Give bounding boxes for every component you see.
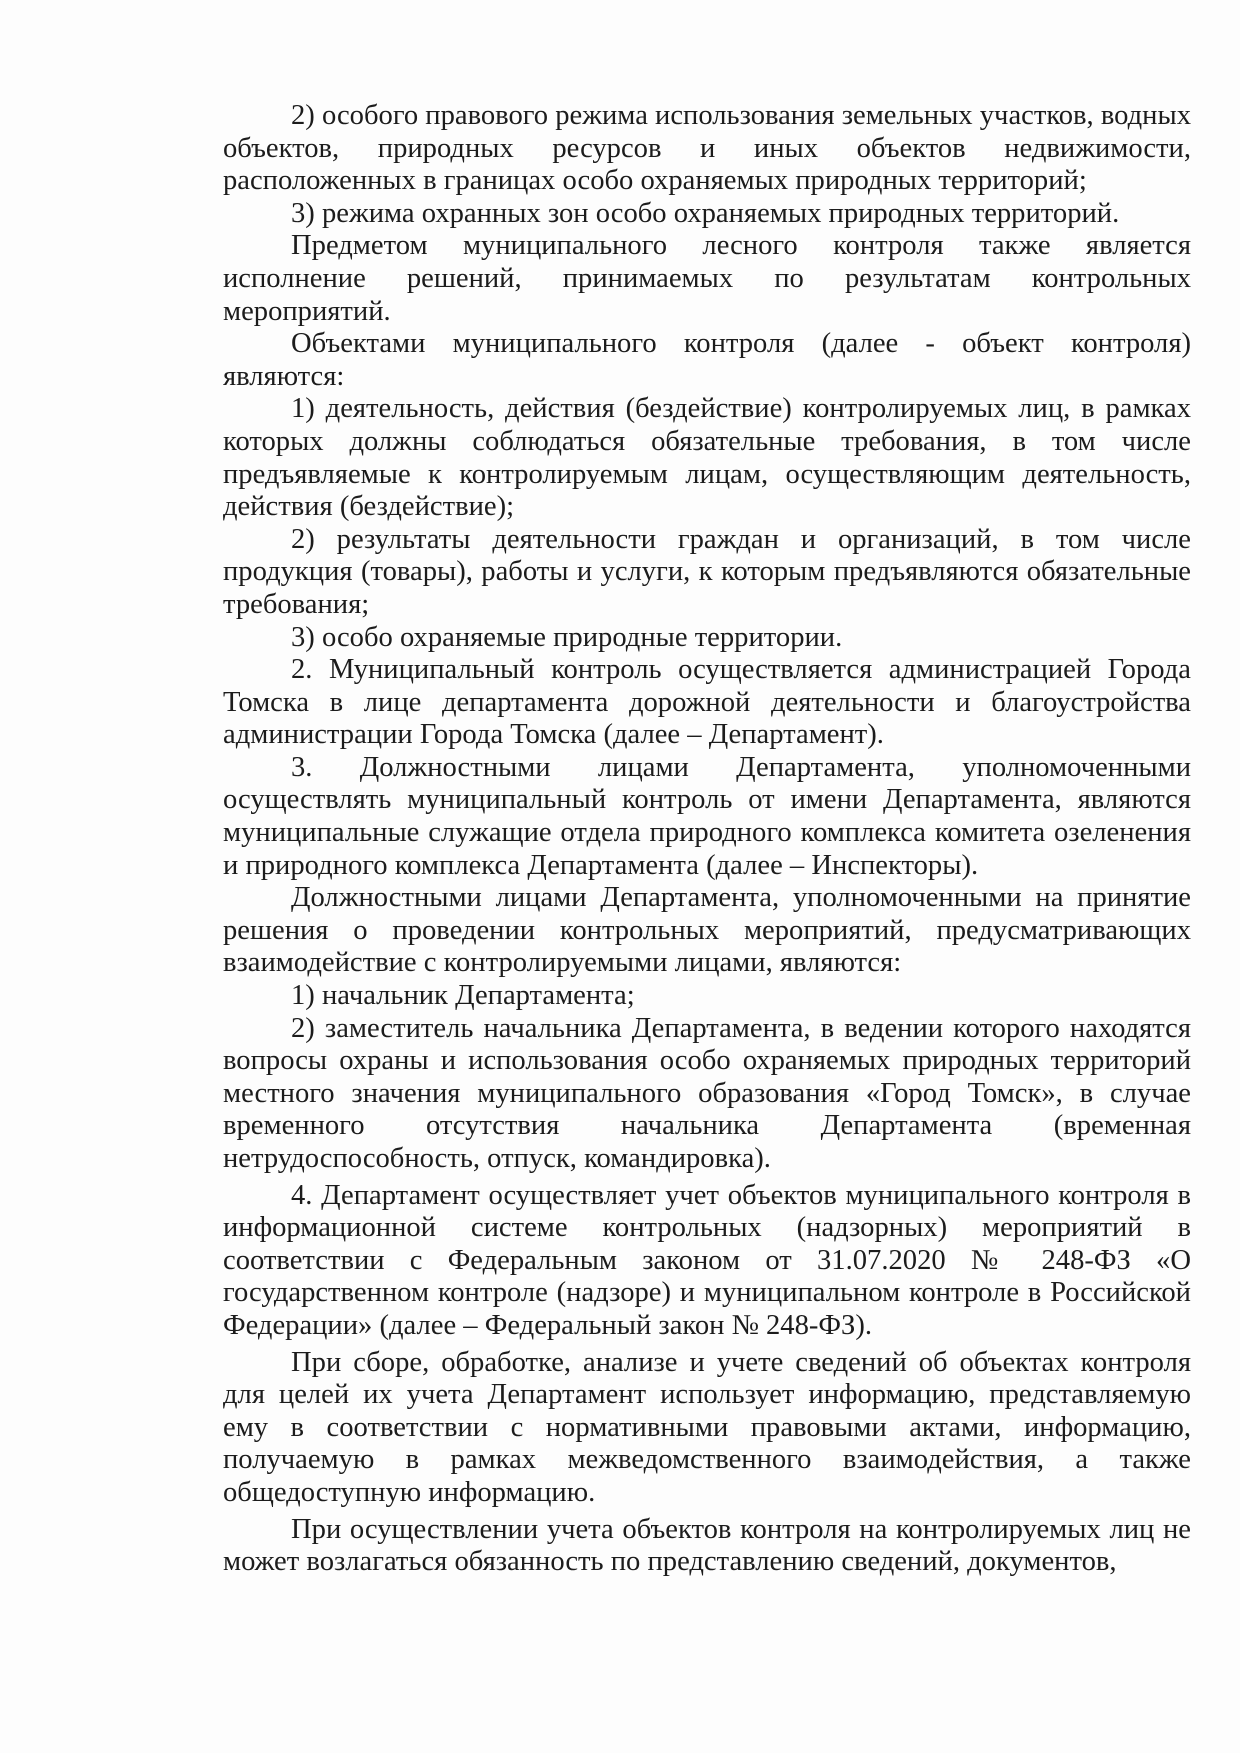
paragraph: При осуществлении учета объектов контроля на контролируемых лиц не может возлагаться обязанность по представлению сведений, документов, — [223, 1513, 1191, 1578]
paragraph: 3) режима охранных зон особо охраняемых природных территорий. — [291, 197, 1120, 229]
paragraph: При сборе, обработке, анализе и учете сведений об объектах контроля для целей их учета Департамент использует информацию, представляемую ему в соответствии с нормативными правовыми актами, информацию, получаемую в рамках межведомственного взаимодействия, а также общедоступную информацию. — [223, 1346, 1191, 1508]
paragraph: 3) особо охраняемые природные территории. — [291, 621, 843, 653]
paragraph: 3. Должностными лицами Департамента, уполномоченными осуществлять муниципальный контроль от имени Департамента, являются муниципальные служащие отдела природного комплекса комитета озеленения и природного комплекса Департамента (далее – Инспекторы). — [223, 751, 1191, 881]
paragraph: 1) деятельность, действия (бездействие) контролируемых лиц, в рамках которых должны соблюдаться обязательные требования, в том числе предъявляемые к контролируемым лицам, осуществляющим деятельность, действия (бездействие); — [223, 393, 1191, 523]
paragraph: 2) особого правового режима использования земельных участков, водных объектов, природных ресурсов и иных объектов недвижимости, расположенных в границах особо охраняемых природных территорий; — [223, 100, 1191, 197]
paragraph: 2) результаты деятельности граждан и организаций, в том числе продукция (товары), работы и услуги, к которым предъявляются обязательные требования; — [223, 523, 1191, 620]
paragraph: Объектами муниципального контроля (далее - объект контроля) являются: — [223, 328, 1191, 392]
paragraph: 1) начальник Департамента; — [291, 980, 635, 1012]
paragraph: 4. Департамент осуществляет учет объектов муниципального контроля в информационной системе контрольных (надзорных) мероприятий в соответствии с Федеральным законом от 31.07.2020 № 248-ФЗ «О государственном контроле (надзоре) и муниципальном контроле в Российской Федерации» (далее – Федеральный закон № 248-ФЗ). — [223, 1179, 1191, 1341]
paragraph: 2. Муниципальный контроль осуществляется администрацией Города Томска в лице департамента дорожной деятельности и благоустройства администрации Города Томска (далее – Департамент). — [223, 654, 1191, 751]
paragraph: Должностными лицами Департамента, уполномоченными на принятие решения о проведении контрольных мероприятий, предусматривающих взаимодействие с контролируемыми лицами, являются: — [223, 882, 1191, 979]
paragraph: Предметом муниципального лесного контроля также является исполнение решений, принимаемых по результатам контрольных мероприятий. — [223, 230, 1191, 327]
paragraph: 2) заместитель начальника Департамента, в ведении которого находятся вопросы охраны и использования особо охраняемых природных территорий местного значения муниципального образования «Город Томск», в случае временного отсутствия начальника Департамента (временная нетрудоспособность, отпуск, командировка). — [223, 1012, 1191, 1174]
document-body — [223, 100, 1191, 1579]
